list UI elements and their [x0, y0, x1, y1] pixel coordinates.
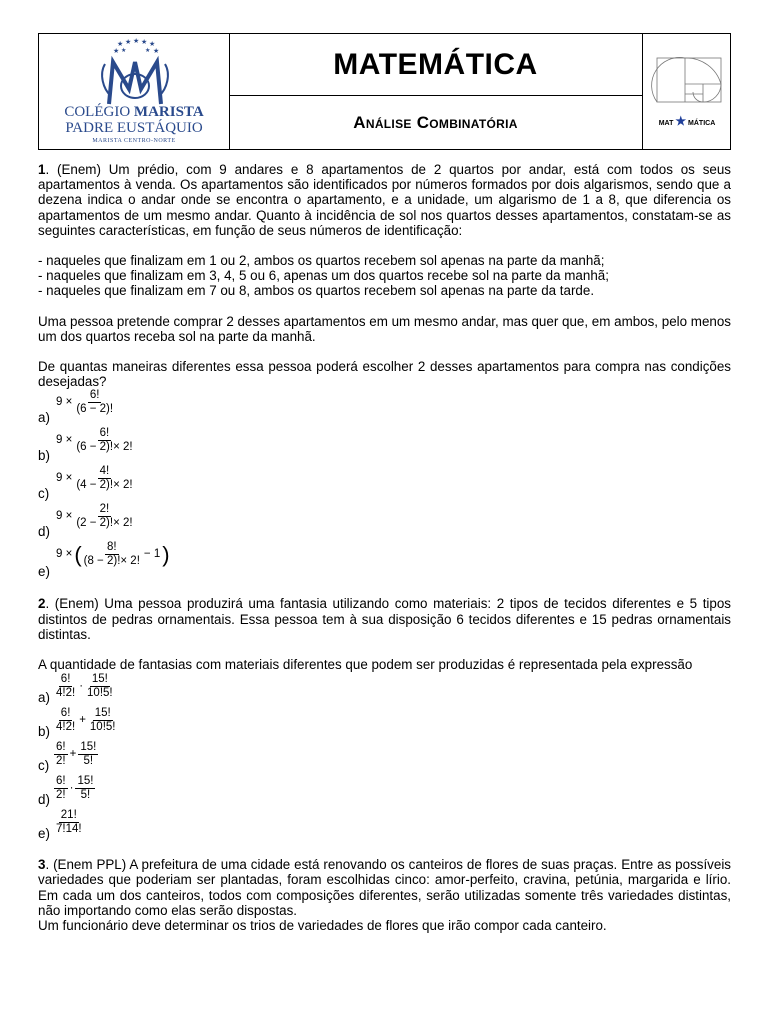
q2-option-a: a) $\frac{6!}{4!2!}$ · $\frac{15!}{10!5!}$	[38, 673, 113, 706]
matematica-logo-text: MAT ★ MÁTICA	[658, 114, 716, 128]
q2-option-b: b) $\frac{6!}{4!2!}$ + $\frac{15!}{10!5!}$	[38, 707, 116, 740]
q3-intro: 3. (Enem PPL) A prefeitura de uma cidade está renovando os canteiros de flores de suas praças. Entre as possíveis variedades que poderiam ser plantadas, foram escolhidas cinco: amor-perfeito, cravina, petúnia, margarida e lírio. Em cada um dos canteiros, todos com composições diferentes, serão utilizadas somente três variedades distintas, não importando como elas serão dispostas.	[38, 857, 731, 918]
matematica-logo-cell	[643, 34, 731, 149]
svg-text:★: ★	[153, 48, 160, 55]
q3-line2: Um funcionário deve determinar os trios de variedades de flores que irão compor cada canteiro.	[38, 918, 607, 934]
school-name-line3: MARISTA CENTRO-NORTE	[92, 138, 176, 144]
q2-option-e: e) $\frac{21!}{7!14!}$	[38, 809, 82, 842]
school-crest-icon	[39, 34, 229, 114]
svg-text:★: ★	[145, 48, 151, 54]
q1-bullet: - naqueles que finalizam em 3, 4, 5 ou 6, apenas um dos quartos recebe sol na parte da manhã;	[38, 268, 609, 284]
golden-spiral-icon	[643, 34, 731, 149]
q1-bullet: - naqueles que finalizam em 1 ou 2, ambos os quartos recebem sol apenas na parte da manhã;	[38, 253, 605, 269]
star-icon: ★	[675, 114, 687, 128]
q1-paragraph-2: Uma pessoa pretende comprar 2 desses apartamentos em um mesmo andar, mas quer que, em ambos, pelo menos um dos quartos receba sol na parte da manhã.	[38, 313, 731, 344]
q1-option-b: b) 9 × $\frac{6!}{(6 - 2)!\times 2!}$	[38, 427, 133, 464]
q2-question: A quantidade de fantasias com materiais diferentes que podem ser produzidas é representada pela expressão	[38, 657, 693, 673]
page-title: MATEMÁTICA	[229, 34, 642, 96]
q2-option-c: c) $\frac{6!}{2!}$ + $\frac{15!}{5!}$	[38, 741, 97, 774]
q1-intro: 1. (Enem) Um prédio, com 9 andares e 8 apartamentos de 2 quartos por andar, está com todos os seus apartamentos à venda. Os apartamentos são identificados por números formados por dois algarismos, sendo que a dezena indica o andar onde se encontra o apartamento, e a unidade, um algarismo de 1 a 8, que diferencia os apartamentos de um mesmo andar. Quanto à incidência de sol nos quartos desses apartamentos, constatam-se as seguintes características, em função de seus números de identificação:	[38, 162, 731, 238]
q1-option-e: e) 9 × ( $\frac{8!}{(8 - 2)!\times 2!}$ − 1 )	[38, 541, 170, 580]
q2-option-d: d) $\frac{6!}{2!}$ · $\frac{15!}{5!}$	[38, 775, 94, 808]
q1-option-a: a) 9 × $\frac{6!}{(6 - 2)!}$	[38, 389, 114, 426]
svg-text:★: ★	[149, 41, 156, 48]
document-body	[38, 162, 731, 933]
q2-intro: 2. (Enem) Uma pessoa produzirá uma fantasia utilizando como materiais: 2 tipos de tecidos diferentes e 5 tipos distintos de pedras ornamentais. Essa pessoa tem à sua disposição 6 tecidos diferentes e 15 pedras ornamentais distintas.	[38, 596, 731, 642]
q1-option-c: c) 9 × $\frac{4!}{(4 - 2)!\times 2!}$	[38, 465, 133, 502]
svg-text:★: ★	[121, 48, 127, 54]
q1-question: De quantas maneiras diferentes essa pessoa poderá escolher 2 desses apartamentos para compra nas condições desejadas?	[38, 359, 731, 390]
school-logo-cell	[39, 34, 230, 149]
school-name-line2: PADRE EUSTÁQUIO	[65, 120, 203, 136]
school-name-line1: COLÉGIO MARISTA	[64, 104, 204, 120]
document-header	[38, 33, 731, 150]
svg-text:★: ★	[141, 39, 148, 46]
svg-text:★: ★	[125, 39, 132, 46]
svg-text:★: ★	[113, 48, 120, 55]
svg-text:★: ★	[117, 41, 124, 48]
q1-bullet: - naqueles que finalizam em 7 ou 8, ambos os quartos recebem sol apenas na parte da tarde.	[38, 283, 595, 299]
svg-text:★: ★	[133, 38, 140, 45]
q1-option-d: d) 9 × $\frac{2!}{(2 - 2)!\times 2!}$	[38, 503, 133, 540]
title-cell	[229, 34, 643, 149]
page-subtitle: Análise Combinatória	[353, 112, 518, 132]
